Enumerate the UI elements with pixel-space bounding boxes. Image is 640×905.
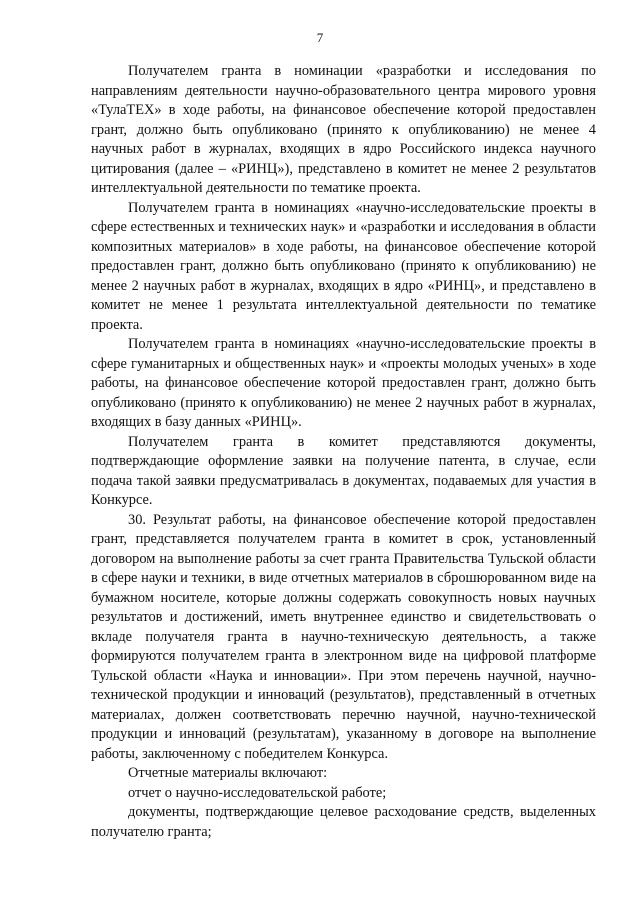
paragraph-report-materials: Отчетные материалы включают:: [128, 765, 328, 781]
paragraph-tulatech-nomination: Получателем гранта в номинации «разработки и исследования по направлениям деятельности научно-образовательного центра мирового уровня «ТулаТЕХ» в ходе работы, на финансовое обеспечение которой предоставлен грант, должно быть опубликовано (принято к опубликованию) не менее 4 научных работ в журналах, входящих в ядро Российского индекса научного цитирования (далее – «РИНЦ»), представлено в комитет не менее 2 результатов интеллектуальной деятельности по тематике проекта.: [91, 63, 596, 196]
list-item-research-report: отчет о научно-исследовательской работе;: [128, 784, 387, 801]
paragraph-humanities-nomination: Получателем гранта в номинациях «научно-исследовательские проекты в сфере гуманитарных и общественных наук» и «проекты молодых ученых» в ходе работы, на финансовое обеспечение которой предоставлен грант, должно быть опубликовано (принято к опубликованию) не менее 2 научных работ в журналах, входящих в базу данных «РИНЦ».: [91, 336, 596, 430]
page-number: 7: [316, 30, 324, 45]
paragraph-natural-sciences-nomination: Получателем гранта в номинациях «научно-исследовательские проекты в сфере естественных и технических наук» и «разработки и исследования в области композитных материалов» в ходе работы, на финансовое обеспечение которой предоставлен грант, должно быть опубликовано (принято к опубликованию) не менее 2 научных работ в журналах, входящих в ядро «РИНЦ», и представлено в комитет не менее 1 результата интеллектуальной деятельности по тематике проекта.: [91, 199, 596, 333]
paragraph-patent-documents: Получателем гранта в комитет представляются документы, подтверждающие оформление заявки на получение патента, в случае, если подача такой заявки предусматривалась в документах, подаваемых для участия в Конкурсе.: [91, 433, 596, 508]
paragraph-clause-30: 30. Результат работы, на финансовое обеспечение которой предоставлен грант, представляется получателем гранта в комитет в срок, установленный договором на выполнение работы за счет гранта Правительства Тульской области в сфере науки и техники, в виде отчетных материалов в сброшюрованном виде на бумажном носителе, которые должны содержать совокупность новых научных результатов и достижений, иметь внутреннее единство и свидетельствовать о вкладе получателя гранта в научно-техническую деятельность, а также формируются получателем гранта в электронном виде на цифровой платформе Тульской области «Наука и инновации». При этом перечень научной, научно-технической продукции и инноваций (результатов), представленный в отчетных материалах, должен соответствовать перечню научной, научно-технической продукции и инноваций (результатам), указанному в договоре на выполнение работы, заключенному с победителем Конкурса.: [91, 511, 596, 762]
document-body: [91, 62, 596, 842]
list-item-expense-documents: документы, подтверждающие целевое расходование средств, выделенных получателю гранта;: [91, 804, 596, 840]
